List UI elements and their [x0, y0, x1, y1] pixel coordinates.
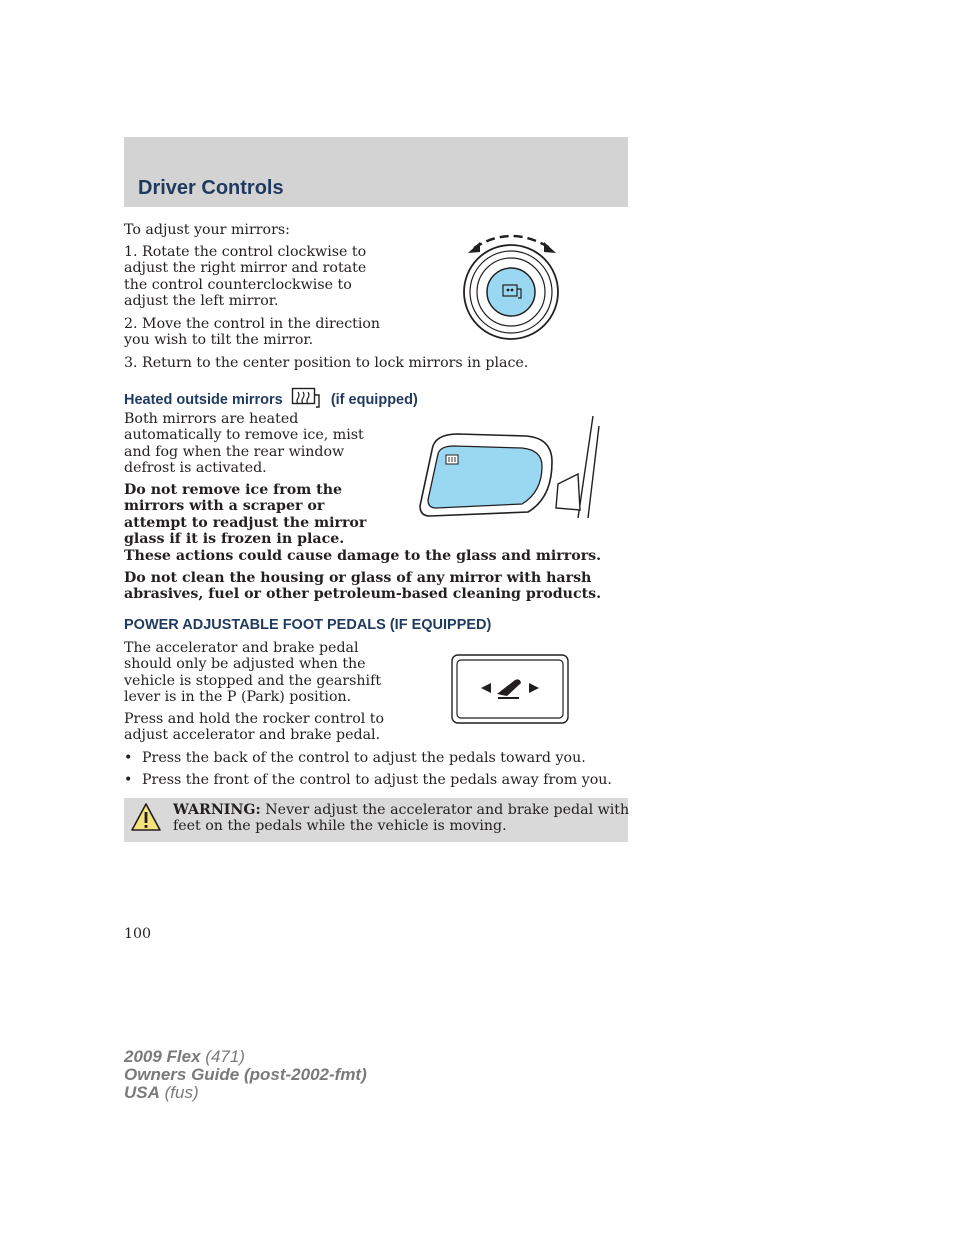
warning-label: WARNING: [173, 802, 261, 818]
doc-footer [124, 1048, 367, 1102]
warning-text-line1: Never adjust the accelerator and brake pedal with [265, 802, 630, 818]
footer-guide: Owners Guide (post-2002-fmt) [124, 1065, 367, 1084]
heated-heading-text: Heated outside mirrors [124, 392, 283, 408]
section-title: Driver Controls [138, 177, 284, 199]
caution2-line: Do not clean the housing or glass of any mirror with harsh [124, 570, 592, 586]
step1-line: 1. Rotate the control clockwise to [124, 244, 367, 260]
bullet-text: Press the front of the control to adjust the pedals away from you. [142, 771, 612, 788]
caution1-line: glass if it is frozen in place. [124, 531, 345, 548]
caution1-line: mirrors with a scraper or [124, 498, 325, 515]
caution1-line: Do not remove ice from the [124, 482, 343, 498]
heated-mirrors-body [124, 411, 364, 477]
footer-market-code: (fus) [159, 1083, 199, 1102]
pedals-para1-line: The accelerator and brake pedal [124, 640, 359, 656]
warning-line-1 [173, 802, 629, 818]
bullet-text: Press the back of the control to adjust the pedals toward you. [142, 750, 586, 766]
step2-line: 2. Move the control in the direction [124, 316, 381, 332]
footer-line-3 [124, 1084, 367, 1102]
heated-body-line: automatically to remove ice, mist [124, 427, 364, 444]
pedals-para1-line: should only be adjusted when the [124, 656, 366, 673]
page-number: 100 [124, 926, 152, 942]
pedals-heading: POWER ADJUSTABLE FOOT PEDALS (IF EQUIPPED) [124, 617, 492, 633]
pedals-para-2 [124, 711, 384, 744]
heated-side-mirror-icon [418, 414, 602, 520]
heated-mirrors-heading [124, 387, 418, 409]
pedals-bullet-list [124, 750, 612, 788]
step2-line: you wish to tilt the mirror. [124, 332, 314, 349]
warning-text [173, 802, 629, 835]
footer-model: 2009 Flex [124, 1047, 201, 1066]
mirrors-step-1 [124, 244, 366, 310]
mirrors-intro: To adjust your mirrors: [124, 222, 290, 238]
bullet-glyph: • [124, 771, 133, 788]
mirrors-step-3: 3. Return to the center position to lock mirrors in place. [124, 355, 529, 371]
warning-triangle-icon [130, 802, 162, 832]
pedals-para2-line: adjust accelerator and brake pedal. [124, 727, 381, 744]
step1-line: adjust the left mirror. [124, 293, 279, 310]
footer-line-1 [124, 1048, 367, 1066]
list-item [124, 772, 612, 788]
list-item [124, 750, 612, 766]
bullet-glyph: • [124, 750, 133, 766]
mirror-control-knob-icon [456, 226, 568, 342]
caution1-line: attempt to readjust the mirror [124, 514, 367, 531]
heated-body-line: Both mirrors are heated [124, 411, 299, 427]
caution2-line: abrasives, fuel or other petroleum-based cleaning products. [124, 586, 602, 603]
heated-caution-2 [124, 570, 601, 603]
pedals-para1-line: lever is in the P (Park) position. [124, 689, 352, 706]
heated-mirror-defrost-icon [291, 387, 321, 409]
heated-heading-suffix: (if equipped) [330, 392, 418, 408]
mirrors-step-2 [124, 316, 380, 349]
step1-line: adjust the right mirror and rotate [124, 260, 367, 277]
warning-text-line2: feet on the pedals while the vehicle is moving. [173, 818, 507, 835]
footer-model-code: (471) [200, 1047, 245, 1066]
pedal-rocker-control-icon [451, 654, 569, 724]
caution1-line: These actions could cause damage to the glass and mirrors. [124, 547, 602, 564]
pedals-para-1 [124, 640, 381, 706]
pedals-para2-line: Press and hold the rocker control to [124, 711, 385, 727]
footer-market: USA [124, 1083, 160, 1102]
heated-body-line: and fog when the rear window [124, 443, 345, 460]
pedals-para1-line: vehicle is stopped and the gearshift [124, 672, 382, 689]
heated-body-line: defrost is activated. [124, 460, 267, 477]
footer-line-2 [124, 1066, 367, 1084]
step1-line: the control counterclockwise to [124, 276, 352, 293]
